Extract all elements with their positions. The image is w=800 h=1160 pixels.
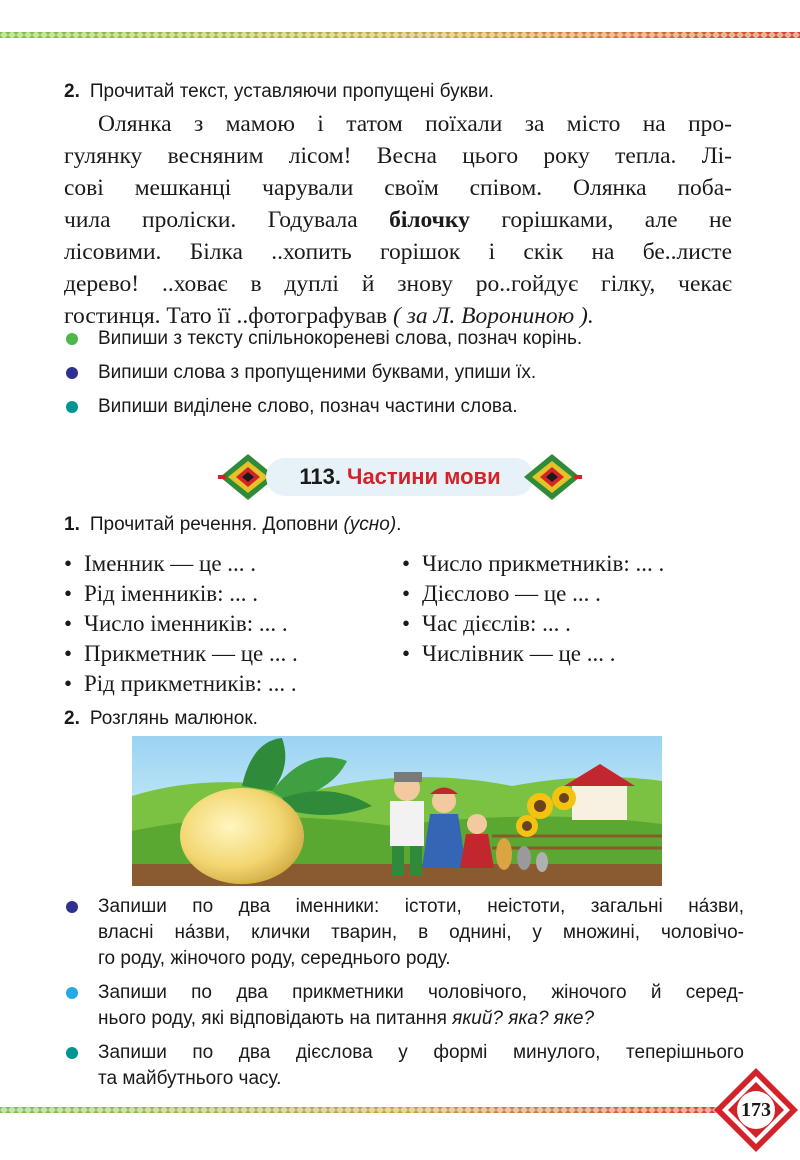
page-number: 173 <box>741 1099 771 1121</box>
task-number: 1. <box>64 514 80 535</box>
lesson-title: Частини мови <box>346 464 501 489</box>
picture-task-bullets <box>64 894 744 1100</box>
parts-of-speech-right-column <box>402 549 664 669</box>
lesson-title-pill <box>266 458 534 496</box>
light-blue-bullet-icon <box>66 987 78 999</box>
bullet-item: Випиши слова з пропущеними буквами, упиши їх. <box>64 360 744 386</box>
bottom-ornament-border <box>0 1104 730 1116</box>
task-bullets <box>64 326 744 428</box>
teal-bullet-icon <box>66 401 78 413</box>
story-line: Олянка з мамою і татом поїхали за місто на про- <box>98 111 732 137</box>
task-heading <box>64 707 258 731</box>
bullet-item: Запиши по два іменники: істоти, неістоти, загальні на́зви, власні на́зви, клички тварин, в однині, у множині, чоловічо- го роду, жіночого роду, середнього роду. <box>64 894 744 972</box>
lesson-number: 113. <box>299 464 341 489</box>
story-line <box>64 204 732 236</box>
house <box>572 784 627 820</box>
task-instruction: Прочитай текст, уставляючи пропущені букви. <box>89 81 494 102</box>
story-fragment: чила проліски. Годувала <box>64 207 358 233</box>
blue-bullet-icon <box>66 901 78 913</box>
list-item: • Рід прикметників: ... . <box>64 671 297 696</box>
story-source: ( за Л. Ворониною ). <box>393 303 594 329</box>
task-instruction-note: (усно) <box>343 514 397 535</box>
list-item: • Рід іменників: ... . <box>64 581 259 606</box>
bullet-item: Випиши виділене слово, познач частини слова. <box>64 394 744 420</box>
green-bullet-icon <box>66 333 78 345</box>
task-number: 2. <box>64 81 80 102</box>
top-ornament-border <box>0 29 800 41</box>
story-line: дерево! ..ховає в дуплі й знову ро..гойдує гілку, чекає <box>64 271 732 297</box>
turnip-illustration <box>132 736 662 886</box>
story-fragment: гостинця. Тато її ..фотографував <box>64 303 388 329</box>
story-line: лісовими. Білка ..хопить горішок і скік на бе..листе <box>64 239 732 265</box>
right-embroidery-ornament-icon <box>522 452 582 502</box>
page-number-badge <box>712 1066 800 1154</box>
teal-bullet-icon <box>66 1047 78 1059</box>
highlighted-word: білочку <box>389 207 470 233</box>
parts-of-speech-left-column <box>64 549 298 699</box>
question-words: який? яка? яке? <box>452 1008 595 1029</box>
list-item: • Числівник — це ... . <box>402 641 616 666</box>
story-line: сові мешканці чарували своїм співом. Олянка поба- <box>64 175 732 201</box>
list-item: • Дієслово — це ... . <box>402 581 601 606</box>
bullet-item: Випиши з тексту спільнокореневі слова, познач корінь. <box>64 326 744 352</box>
story-line: гулянку весняним лісом! Весна цього року тепла. Лі- <box>64 143 732 169</box>
lesson-header <box>218 452 582 502</box>
list-item: • Число прикметників: ... . <box>402 551 665 576</box>
task-heading <box>64 80 494 104</box>
task-instruction: Розглянь малюнок. <box>89 708 258 729</box>
list-item: • Прикметник — це ... . <box>64 641 298 666</box>
story-fragment: горішками, але не <box>501 207 732 233</box>
task-number: 2. <box>64 708 80 729</box>
list-item: • Час дієслів: ... . <box>402 611 571 636</box>
list-item: • Число іменників: ... . <box>64 611 288 636</box>
bullet-item: Запиши по два дієслова у формі минулого, теперішнього та майбутнього часу. <box>64 1040 744 1092</box>
task-instruction: Прочитай речення. Доповни <box>89 514 339 535</box>
turnip <box>180 788 304 884</box>
story-text <box>64 108 732 332</box>
bullet-item: Запиши по два прикметники чоловічого, жіночого й серед- нього роду, які відповідають на питання який? яка? яке? <box>64 980 744 1032</box>
blue-bullet-icon <box>66 367 78 379</box>
list-item: • Іменник — це ... . <box>64 551 257 576</box>
task-heading: 1. Прочитай речення. Доповни (усно). <box>64 514 402 535</box>
